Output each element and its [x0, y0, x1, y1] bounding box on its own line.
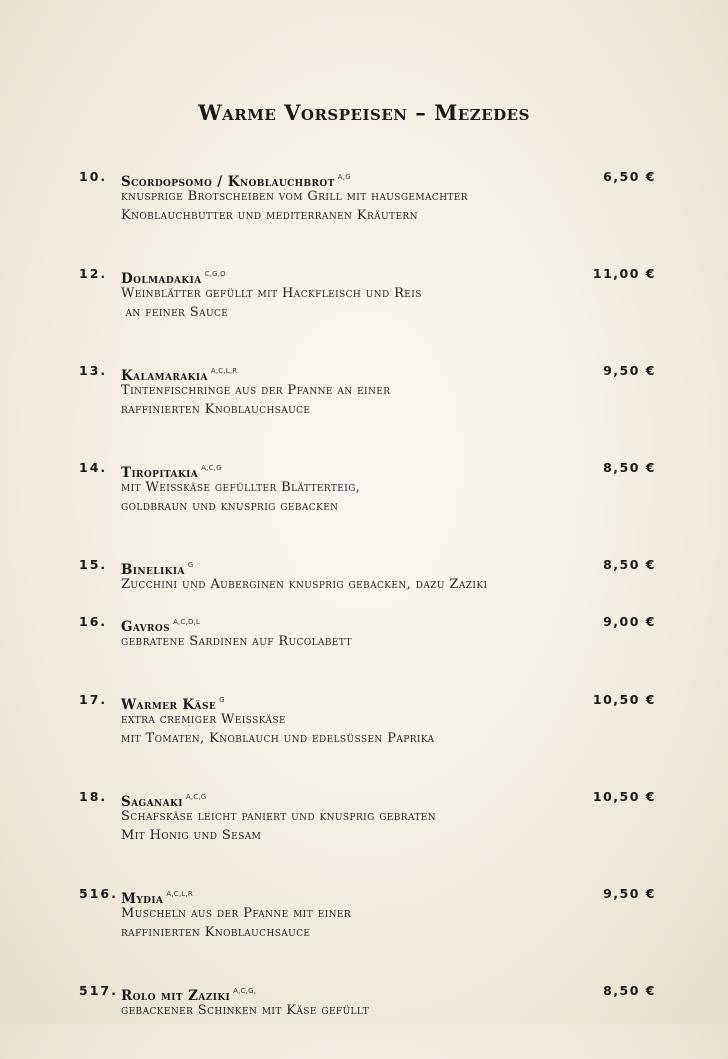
menu-item-header	[79, 612, 656, 635]
menu-item	[79, 884, 656, 942]
item-name	[121, 167, 351, 192]
item-name	[121, 787, 206, 812]
item-price: 11,00 €	[592, 266, 656, 281]
item-description-line: mit Weisskäse gefüllter Blätterteig,	[121, 480, 361, 495]
item-number: 10.	[79, 169, 108, 184]
item-number: 516.	[79, 886, 118, 901]
item-number: 15.	[79, 557, 108, 572]
item-description	[121, 284, 656, 322]
menu-item-header	[79, 555, 656, 578]
item-number: 517.	[79, 983, 118, 998]
item-description-line: knusprige Brotscheiben vom Grill mit hausgemachter	[121, 189, 468, 204]
item-description-line: Weinblätter gefüllt mit Hackfleisch und Reis	[121, 286, 422, 301]
menu-item-header	[79, 981, 656, 1004]
item-price: 10,50 €	[592, 692, 656, 707]
item-description-line: goldbraun und knusprig gebacken	[121, 499, 339, 514]
menu-item-header	[79, 787, 656, 810]
item-allergens: G	[187, 561, 194, 569]
item-price: 8,50 €	[603, 557, 656, 572]
item-name	[121, 690, 225, 715]
menu-item	[79, 690, 656, 748]
menu-item-header	[79, 361, 656, 384]
item-name-text: Saganaki	[121, 794, 183, 810]
item-description-line: Muscheln aus der Pfanne mit einer	[121, 906, 352, 921]
item-price: 9,50 €	[603, 363, 656, 378]
item-name	[121, 361, 237, 386]
item-name-text: Rolo mit Zaziki	[121, 988, 231, 1004]
item-name	[121, 612, 200, 637]
item-price: 10,50 €	[592, 789, 656, 804]
item-name-text: Scordopsomo / Knoblauchbrot	[121, 174, 335, 190]
menu-item	[79, 981, 656, 1020]
item-description-line: gebackener Schinken mit Käse gefüllt	[121, 1003, 369, 1018]
item-price: 9,50 €	[603, 886, 656, 901]
item-name-text: Tiropitakia	[121, 465, 199, 481]
item-number: 16.	[79, 614, 108, 629]
item-number: 18.	[79, 789, 108, 804]
item-allergens: A,C,L,R	[166, 890, 193, 898]
item-description-line: Zucchini und Auberginen knusprig gebacken, dazu Zaziki	[121, 577, 488, 592]
item-allergens: A,G	[337, 173, 351, 181]
menu-item-header	[79, 690, 656, 713]
item-price: 8,50 €	[603, 460, 656, 475]
item-name	[121, 884, 193, 909]
item-description-line: raffinierten Knoblauchsauce	[121, 402, 311, 417]
menu-item	[79, 787, 656, 845]
menu-item	[79, 458, 656, 516]
item-name-text: Mydia	[121, 891, 164, 907]
item-description	[121, 478, 656, 516]
item-name-text: Dolmadakia	[121, 271, 202, 287]
item-description-line: raffinierten Knoblauchsauce	[121, 925, 311, 940]
item-name-text: Binelikia	[121, 562, 185, 578]
item-name	[121, 555, 194, 580]
item-description-line: extra cremiger Weisskäse	[121, 712, 286, 727]
item-name	[121, 981, 256, 1006]
item-description-line: mit Tomaten, Knoblauch und edelsüssen Paprika	[121, 731, 435, 746]
item-description-line: an feiner Sauce	[121, 305, 229, 320]
item-name-text: Gavros	[121, 619, 171, 635]
menu-item	[79, 361, 656, 419]
menu-item-header	[79, 264, 656, 287]
item-description	[121, 632, 656, 651]
item-description-line: Schafskäse leicht paniert und knusprig gebraten	[121, 809, 437, 824]
menu-item	[79, 264, 656, 322]
item-price: 6,50 €	[603, 169, 656, 184]
item-description	[121, 904, 656, 942]
item-description	[121, 381, 656, 419]
menu-item	[79, 612, 656, 651]
menu-list	[79, 167, 656, 1059]
menu-item-header	[79, 884, 656, 907]
menu-item	[79, 167, 656, 225]
item-allergens: A,C,G	[185, 793, 207, 801]
menu-title: Warme Vorspeisen – Mezedes	[198, 100, 530, 125]
item-name-text: Warmer Käse	[121, 697, 217, 713]
item-name-text: Kalamarakia	[121, 368, 208, 384]
item-allergens: A,C,L,R	[210, 367, 238, 375]
item-allergens: G	[219, 696, 225, 704]
item-description-line: Knoblauchbutter und mediterranen Kräutern	[121, 208, 418, 223]
item-number: 17.	[79, 692, 108, 707]
item-description-line: Tintenfischringe aus der Pfanne an einer	[121, 383, 391, 398]
item-allergens: A,C,D,L	[173, 618, 201, 626]
item-description	[121, 575, 656, 594]
item-number: 12.	[79, 266, 108, 281]
item-number: 13.	[79, 363, 108, 378]
item-description-line: gebratene Sardinen auf Rucolabett	[121, 634, 352, 649]
item-allergens: C,G,O	[204, 270, 226, 278]
item-allergens: A,C,G	[201, 464, 222, 472]
item-allergens: A,C,G,	[233, 987, 257, 995]
item-description-line: Mit Honig und Sesam	[121, 828, 262, 843]
item-name	[121, 264, 226, 289]
menu-item-header	[79, 458, 656, 481]
item-price: 9,00 €	[603, 614, 656, 629]
item-price: 8,50 €	[603, 983, 656, 998]
menu-item	[79, 555, 656, 594]
menu-item-header	[79, 167, 656, 190]
item-description	[121, 710, 656, 748]
item-name	[121, 458, 222, 483]
item-number: 14.	[79, 460, 108, 475]
item-description	[121, 807, 656, 845]
item-description	[121, 187, 656, 225]
